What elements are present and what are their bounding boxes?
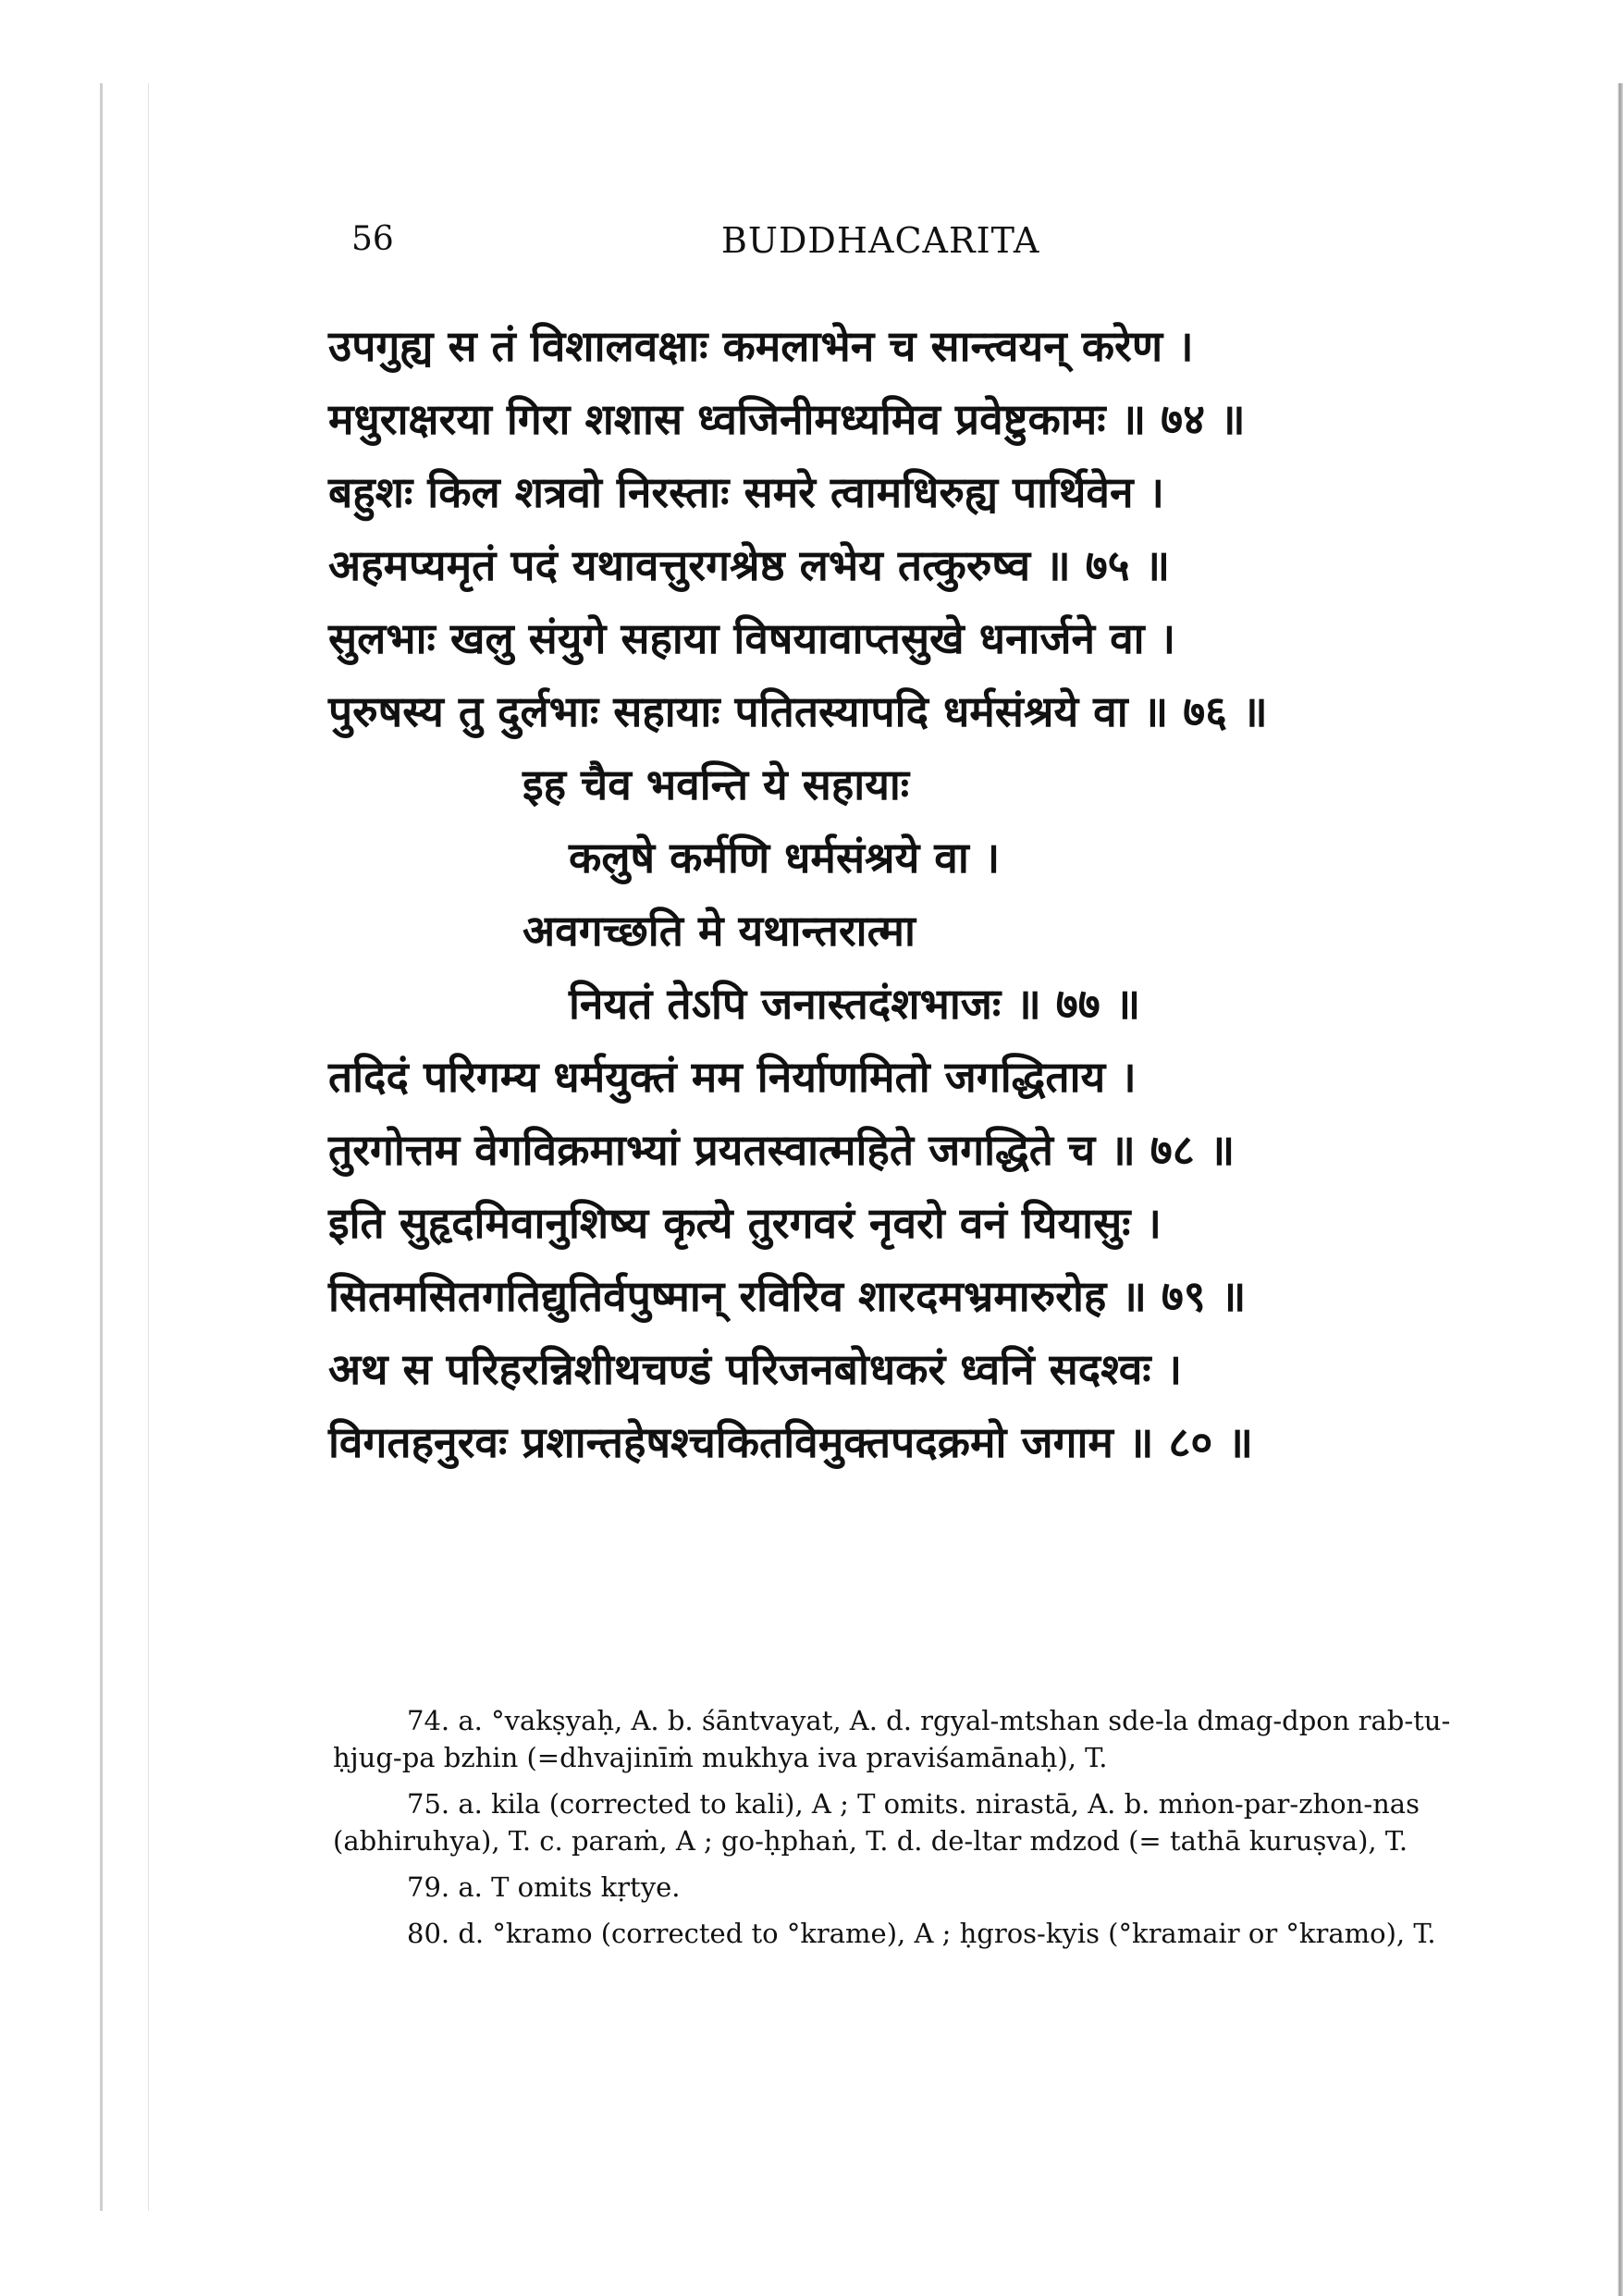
verse-line: अथ स परिहरन्निशीथचण्डं परिजनबोधकरं ध्वनिं सदश्वः । xyxy=(328,1344,1183,1394)
verse-line: तुरगोत्तम वेगविक्रमाभ्यां प्रयतस्वात्महिते जगद्धिते च ॥ ७८ ॥ xyxy=(328,1125,1236,1175)
verse-line: सितमसितगतिद्युतिर्वपुष्मान् रविरिव शारदमभ्रमारुरोह ॥ ७९ ॥ xyxy=(328,1271,1247,1321)
verse-line: बहुशः किल शत्रवो निरस्ताः समरे त्वामधिरुह्य पार्थिवेन । xyxy=(328,467,1164,517)
verse-line: इह चैव भवन्ति ये सहायाः xyxy=(523,759,910,809)
verse-line: नियतं तेऽपि जनास्तदंशभाजः ॥ ७७ ॥ xyxy=(569,979,1141,1029)
page-gutter-shadow xyxy=(100,83,103,2211)
page-number: 56 xyxy=(351,220,394,258)
running-title: BUDDHACARITA xyxy=(721,220,1040,261)
page-edge-shadow xyxy=(1617,83,1623,2296)
page-gutter-line xyxy=(148,83,149,2211)
verse-line: सुलभाः खलु संयुगे सहाया विषयावाप्तसुखे धनार्जने वा । xyxy=(328,613,1176,663)
footnote: 79. a. T omits kṛtye. xyxy=(407,1871,681,1903)
verse-line: कलुषे कर्मणि धर्मसंश्रये वा । xyxy=(569,833,1001,883)
verse-line: अवगच्छति मे यथान्तरात्मा xyxy=(523,906,916,956)
footnotes xyxy=(333,1702,1507,1961)
verse-line: मधुराक्षरया गिरा शशास ध्वजिनीमध्यमिव प्रवेष्टुकामः ॥ ७४ ॥ xyxy=(328,394,1246,444)
sanskrit-verses xyxy=(328,310,1531,1479)
verse-line: पुरुषस्य तु दुर्लभाः सहायाः पतितस्यापदि धर्मसंश्रये वा ॥ ७६ ॥ xyxy=(328,686,1268,736)
page-header xyxy=(351,220,1498,276)
footnote: 74. a. °vakṣyaḥ, A. b. śāntvayat, A. d. rgyal-mtshan sde-la dmag-dpon rab-tu-ḥjug-pa bzhin (=dhvajinīṁ mukhya iva praviśamānaḥ), T. xyxy=(333,1705,1451,1773)
footnote: 80. d. °kramo (corrected to °krame), A ; ḥgros-kyis (°kramair or °kramo), T. xyxy=(407,1918,1436,1949)
verse-line: इति सुहृदमिवानुशिष्य कृत्ये तुरगवरं नृवरो वनं यियासुः । xyxy=(328,1198,1162,1248)
verse-line: अहमप्यमृतं पदं यथावत्तुरगश्रेष्ठ लभेय तत्कुरुष्व ॥ ७५ ॥ xyxy=(328,540,1171,590)
verse-line: विगतहनुरवः प्रशान्तहेषश्चकितविमुक्तपदक्रमो जगाम ॥ ८० ॥ xyxy=(328,1417,1253,1467)
verse-line: तदिदं परिगम्य धर्मयुक्तं मम निर्याणमितो जगद्धिताय । xyxy=(328,1052,1137,1102)
verse-line: उपगुह्य स तं विशालवक्षाः कमलाभेन च सान्त्वयन् करेण । xyxy=(328,321,1194,371)
footnote: 75. a. kila (corrected to kali), A ; T omits. nirastā, A. b. mṅon-par-zhon-nas (abhiruhya), T. c. paraṁ, A ; go-ḥphaṅ, T. d. de-ltar mdzod (= tathā kuruṣva), T. xyxy=(333,1788,1420,1857)
